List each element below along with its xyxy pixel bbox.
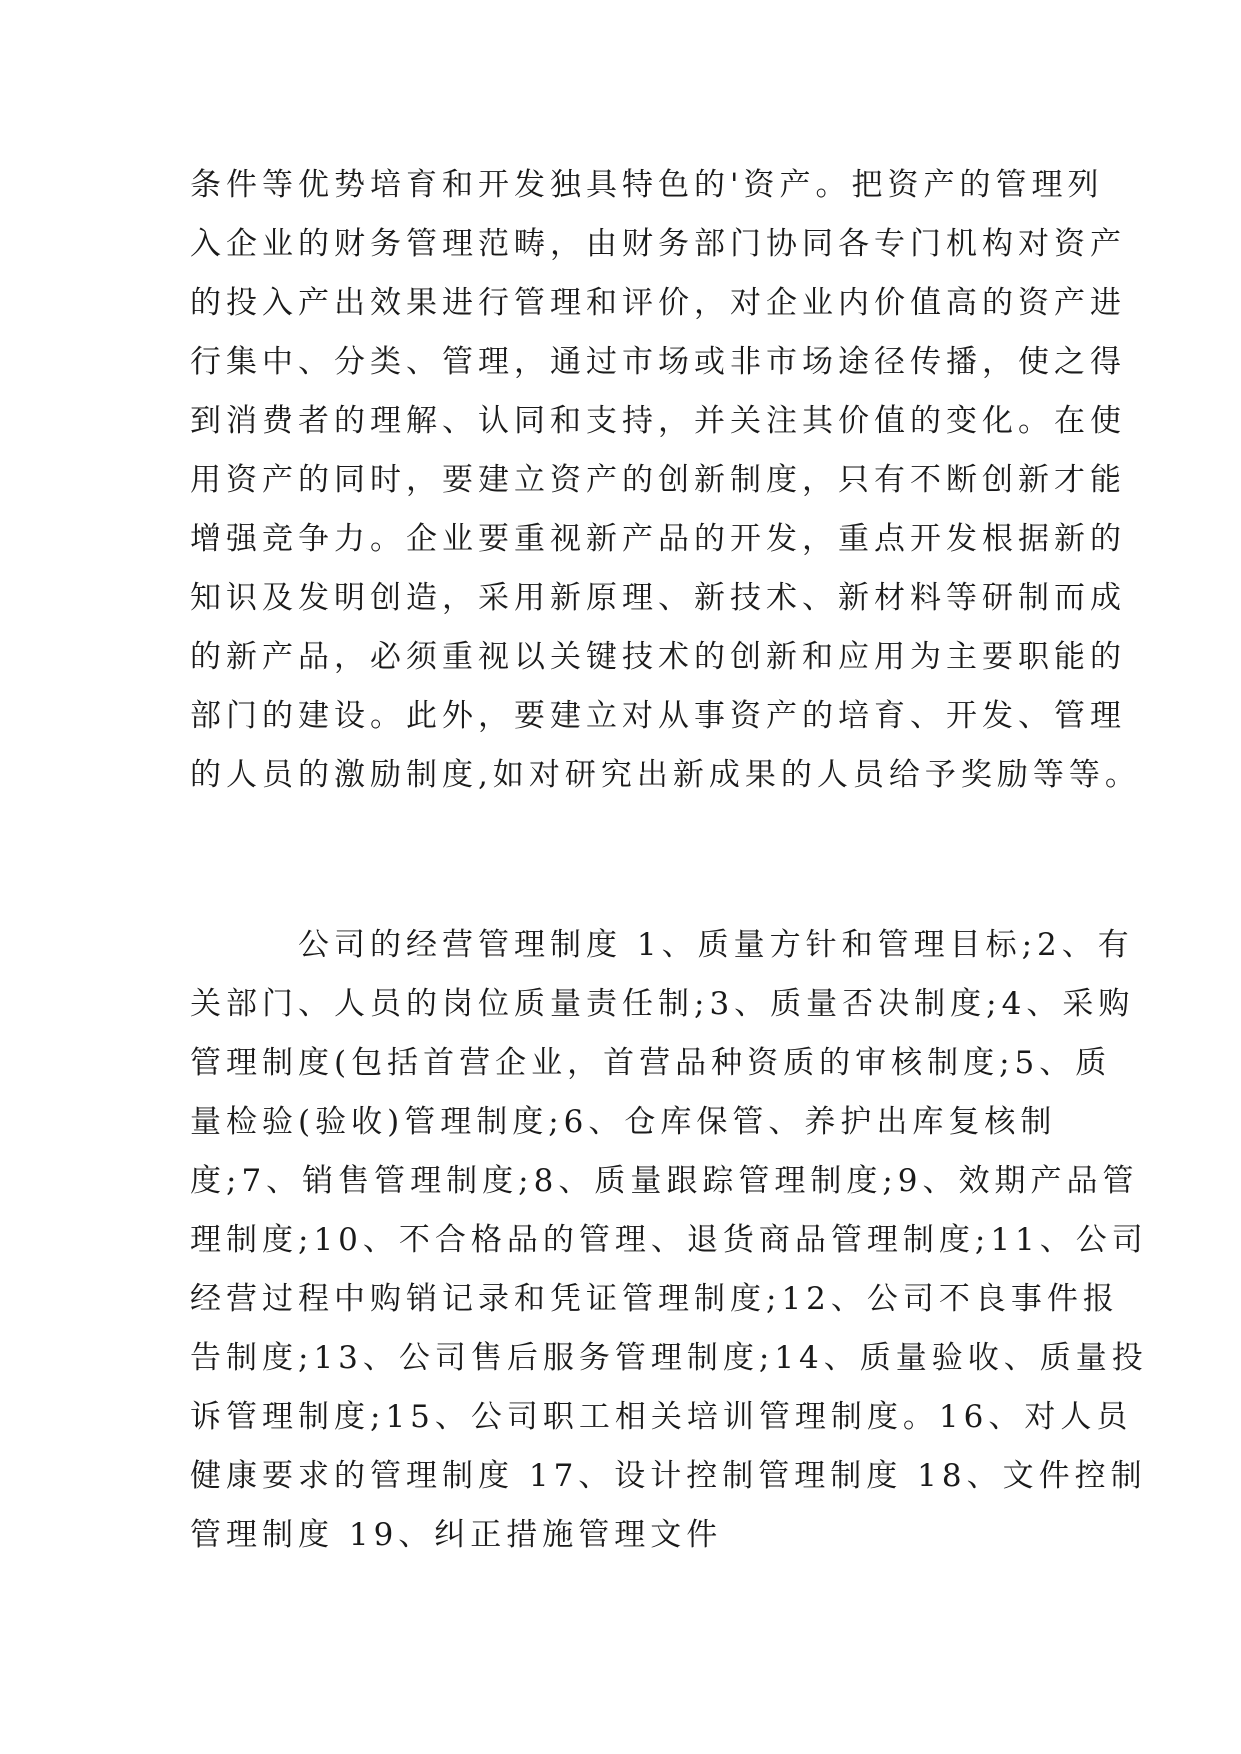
text-line: 告制度;13、公司售后服务管理制度;14、质量验收、质量投	[190, 1340, 1148, 1376]
text-line: 到消费者的理解、认同和支持，并关注其价值的变化。在使	[190, 403, 1126, 439]
text-line: 关部门、人员的岗位质量责任制;3、质量否决制度;4、采购	[190, 986, 1135, 1022]
text-line: 增强竞争力。企业要重视新产品的开发，重点开发根据新的	[190, 521, 1126, 557]
paragraph-asset-management	[190, 156, 1141, 805]
text-line: 经营过程中购销记录和凭证管理制度;12、公司不良事件报	[190, 1281, 1119, 1317]
text-line-indented: 公司的经营管理制度 1、质量方针和管理目标;2、有	[298, 927, 1134, 963]
text-line: 用资产的同时，要建立资产的创新制度，只有不断创新才能	[190, 462, 1126, 498]
text-line: 的投入产出效果进行管理和评价，对企业内价值高的资产进	[190, 285, 1126, 321]
text-line: 诉管理制度;15、公司职工相关培训管理制度。16、对人员	[190, 1399, 1133, 1435]
text-line: 行集中、分类、管理，通过市场或非市场途径传播，使之得	[190, 344, 1126, 380]
text-line: 量检验(验收)管理制度;6、仓库保管、养护出库复核制	[190, 1104, 1057, 1140]
text-line: 管理制度(包括首营企业，首营品种资质的审核制度;5、质	[190, 1045, 1112, 1081]
text-line: 理制度;10、不合格品的管理、退货商品管理制度;11、公司	[190, 1222, 1148, 1258]
text-line: 入企业的财务管理范畴，由财务部门协同各专门机构对资产	[190, 226, 1126, 262]
paragraph-company-management-system	[190, 916, 1148, 1565]
text-line: 健康要求的管理制度 17、设计控制管理制度 18、文件控制	[190, 1458, 1147, 1494]
text-line: 管理制度 19、纠正措施管理文件	[190, 1517, 723, 1553]
text-line: 条件等优势培育和开发独具特色的'资产。把资产的管理列	[190, 167, 1104, 203]
text-line: 部门的建设。此外，要建立对从事资产的培育、开发、管理	[190, 698, 1126, 734]
text-line: 度;7、销售管理制度;8、质量跟踪管理制度;9、效期产品管	[190, 1163, 1139, 1199]
text-line: 的人员的激励制度,如对研究出新成果的人员给予奖励等等。	[190, 757, 1141, 793]
text-line: 知识及发明创造，采用新原理、新技术、新材料等研制而成	[190, 580, 1126, 616]
text-line: 的新产品，必须重视以关键技术的创新和应用为主要职能的	[190, 639, 1126, 675]
